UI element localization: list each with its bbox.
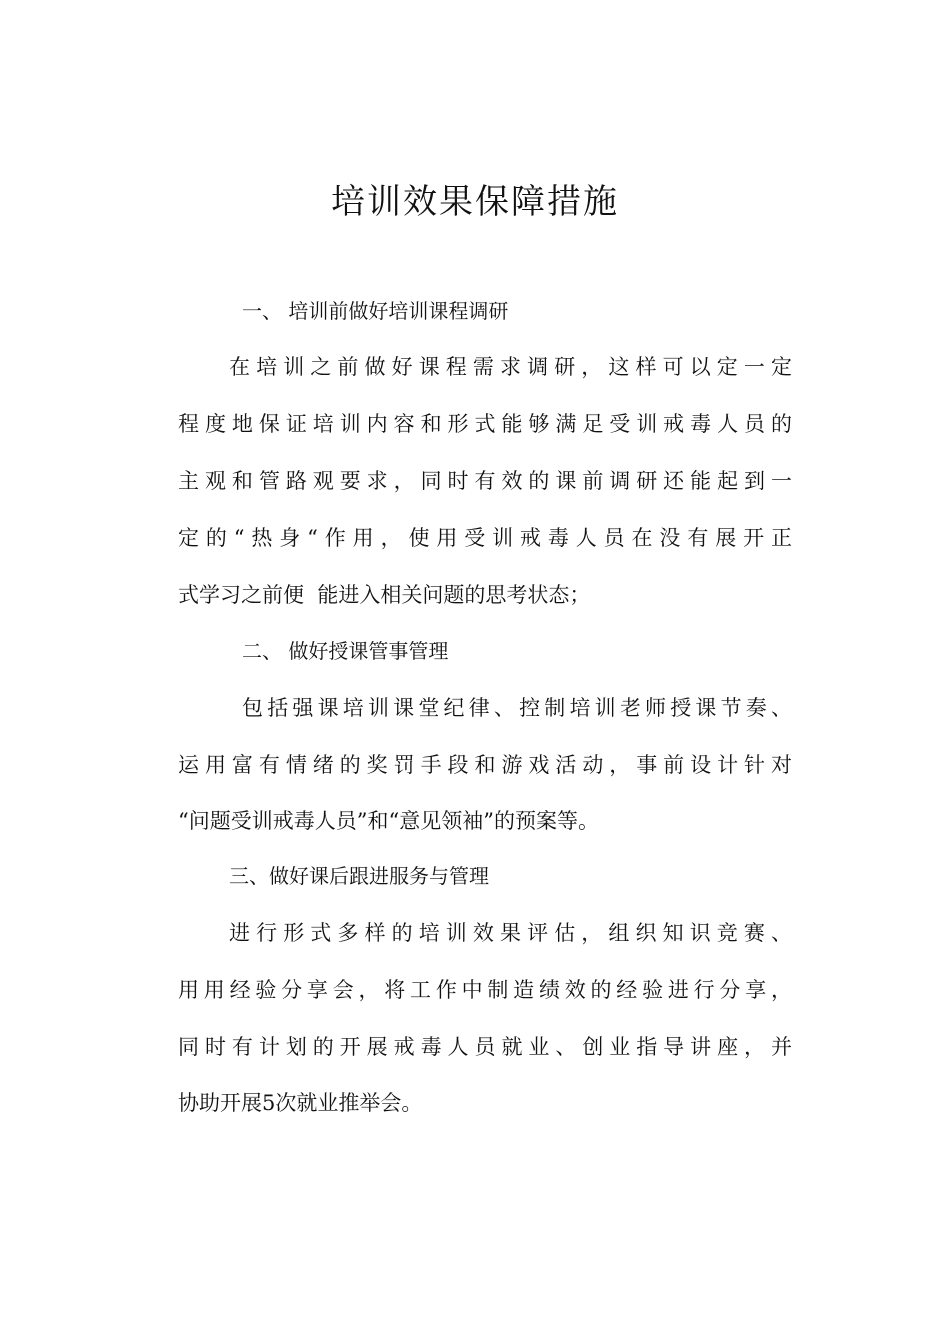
section-3-line-2: 用用经验分享会，将工作中制造绩效的经验进行分享，: [178, 978, 792, 1002]
section-3-line-3: 同时有计划的开展戒毒人员就业、创业指导讲座，并: [178, 1035, 792, 1059]
section-1-line-1: 在培训之前做好课程需求调研，这样可以定一定: [229, 355, 792, 379]
section-3-heading: 三、做好课后跟进服务与管理: [229, 864, 489, 888]
section-1-heading: 一、 培训前做好培训课程调研: [242, 299, 509, 323]
section-3-line-4: 协助开展5次就业推举会。: [178, 1091, 423, 1115]
section-1-line-2: 程度地保证培训内容和形式能够满足受训戒毒人员的: [178, 412, 792, 436]
section-1-line-3: 主观和管路观要求，同时有效的课前调研还能起到一: [178, 469, 792, 493]
section-1-line-5: 式学习之前便 能进入相关问题的思考状态；: [178, 583, 591, 607]
section-1-line-4: 定的“热身“作用，使用受训戒毒人员在没有展开正: [178, 526, 792, 550]
section-2-line-2: 运用富有情绪的奖罚手段和游戏活动，事前设计针对: [178, 753, 792, 777]
section-2-heading: 二、 做好授课管事管理: [242, 639, 449, 663]
document-title: 培训效果保障措施: [331, 182, 619, 222]
section-2-line-1: 包括强课培训课堂纪律、控制培训老师授课节奏、: [242, 696, 792, 720]
section-3-line-1: 进行形式多样的培训效果评估，组织知识竞赛、: [229, 921, 792, 945]
section-2-line-3: “问题受训戒毒人员”和“意见领袖”的预案等。: [178, 809, 599, 833]
